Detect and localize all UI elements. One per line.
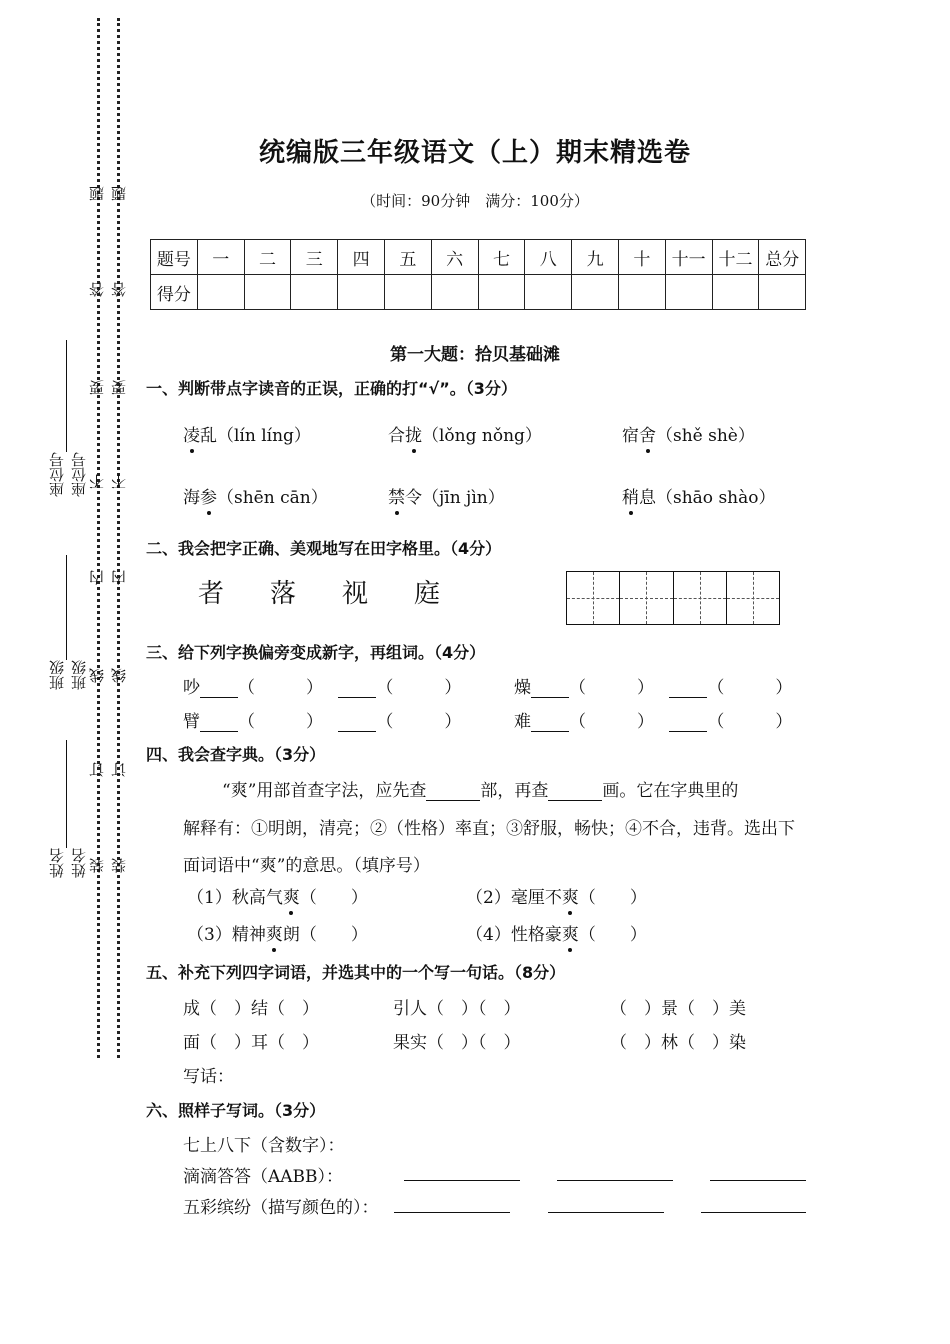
binding-char: 内 bbox=[88, 570, 106, 585]
q3-row: 吵 （ ） （ ） bbox=[183, 678, 462, 698]
q4-option: （3）精神爽朗（ ） bbox=[187, 925, 368, 945]
binding-char: 线 bbox=[88, 668, 106, 683]
name-line bbox=[66, 740, 67, 848]
binding-char: 线 bbox=[110, 668, 128, 683]
score-cell[interactable] bbox=[431, 275, 478, 310]
binding-dotted-line-1 bbox=[97, 18, 100, 1058]
exam-subtitle: （时间：90分钟 满分：100分） bbox=[361, 192, 589, 210]
q5-idiom: 果实（ ）（ ） bbox=[393, 1033, 521, 1053]
score-cell[interactable] bbox=[618, 275, 665, 310]
score-cell[interactable] bbox=[244, 275, 291, 310]
blank[interactable] bbox=[531, 715, 569, 732]
binding-char: 答 bbox=[88, 282, 106, 297]
grid-cell[interactable] bbox=[620, 572, 673, 624]
class-label-2: 班级 bbox=[70, 660, 88, 690]
blank[interactable] bbox=[531, 681, 569, 698]
table-cell: 得分 bbox=[151, 275, 198, 310]
name-label-2: 姓名 bbox=[70, 848, 88, 878]
q6-line: 七上八下（含数字）： bbox=[183, 1136, 345, 1156]
name-label: 姓名 bbox=[48, 848, 66, 878]
answer-line[interactable] bbox=[394, 1212, 510, 1213]
q5-idiom: （ ）景（ ）美 bbox=[610, 999, 746, 1019]
blank[interactable] bbox=[338, 715, 376, 732]
q2-char: 者 bbox=[198, 579, 225, 609]
answer-line[interactable] bbox=[548, 1212, 664, 1213]
q6-line: 五彩缤纷（描写颜色的）： bbox=[183, 1198, 379, 1218]
blank[interactable] bbox=[669, 681, 707, 698]
table-cell: 四 bbox=[338, 240, 385, 275]
score-table bbox=[150, 239, 806, 310]
binding-char: 内 bbox=[110, 570, 128, 585]
blank[interactable] bbox=[669, 715, 707, 732]
score-cell[interactable] bbox=[197, 275, 244, 310]
q3-title: 三、给下列字换偏旁变成新字，再组词。（4分） bbox=[146, 643, 486, 662]
q2-char: 落 bbox=[270, 579, 297, 609]
blank[interactable] bbox=[200, 681, 238, 698]
table-cell: 题号 bbox=[151, 240, 198, 275]
class-line bbox=[66, 555, 67, 660]
answer-line[interactable] bbox=[701, 1212, 806, 1213]
table-cell: 七 bbox=[478, 240, 525, 275]
binding-char: 不 bbox=[88, 474, 106, 489]
q2-title: 二、我会把字正确、美观地写在田字格里。（4分） bbox=[146, 539, 502, 558]
q1-item: 合拢（lǒng nǒng） bbox=[388, 426, 542, 446]
q4-option: （2）毫厘不爽（ ） bbox=[466, 888, 647, 908]
score-cell[interactable] bbox=[384, 275, 431, 310]
q4-paragraph: 解释有：①明朗，清亮；②（性格）率直；③舒服，畅快；④不合，违背。选出下 bbox=[183, 819, 795, 839]
answer-line[interactable] bbox=[557, 1180, 673, 1181]
q5-idiom: （ ）林（ ）染 bbox=[610, 1033, 746, 1053]
q3-row: 燥 （ ） （ ） bbox=[514, 678, 793, 698]
binding-char: 要 bbox=[110, 380, 128, 395]
score-table-score-row bbox=[151, 275, 806, 310]
q1-item: 宿舍（shě shè） bbox=[622, 426, 755, 446]
binding-char: 题 bbox=[88, 186, 106, 201]
section-title: 第一大题：拾贝基础滩 bbox=[390, 345, 560, 365]
grid-cell[interactable] bbox=[727, 572, 779, 624]
blank[interactable] bbox=[548, 784, 602, 801]
binding-char: 答 bbox=[110, 282, 128, 297]
score-cell[interactable] bbox=[525, 275, 572, 310]
q1-title: 一、判断带点字读音的正误，正确的打“√”。（3分） bbox=[146, 379, 517, 398]
table-cell: 六 bbox=[431, 240, 478, 275]
grid-cell[interactable] bbox=[567, 572, 620, 624]
q3-row: 臂 （ ） （ ） bbox=[183, 712, 462, 732]
blank[interactable] bbox=[338, 681, 376, 698]
seat-number-label-2: 座位号 bbox=[70, 452, 88, 497]
binding-char: 要 bbox=[88, 380, 106, 395]
q3-row: 难 （ ） （ ） bbox=[514, 712, 793, 732]
table-cell: 二 bbox=[244, 240, 291, 275]
answer-line[interactable] bbox=[710, 1180, 806, 1181]
table-cell: 十一 bbox=[665, 240, 712, 275]
grid-cell[interactable] bbox=[674, 572, 727, 624]
table-cell: 三 bbox=[291, 240, 338, 275]
q4-option: （1）秋高气爽（ ） bbox=[187, 888, 368, 908]
table-cell: 十二 bbox=[712, 240, 759, 275]
score-cell[interactable] bbox=[338, 275, 385, 310]
tianzige-grid[interactable] bbox=[566, 571, 780, 625]
q5-idiom: 引人（ ）（ ） bbox=[393, 999, 521, 1019]
table-cell: 五 bbox=[384, 240, 431, 275]
score-cell[interactable] bbox=[291, 275, 338, 310]
score-table-header-row bbox=[151, 240, 806, 275]
q6-title: 六、照样子写词。（3分） bbox=[146, 1101, 326, 1120]
score-cell[interactable] bbox=[478, 275, 525, 310]
q2-char: 庭 bbox=[414, 579, 441, 609]
q5-write-label: 写话： bbox=[183, 1067, 234, 1087]
table-cell: 一 bbox=[197, 240, 244, 275]
binding-char: 不 bbox=[110, 474, 128, 489]
score-cell[interactable] bbox=[572, 275, 619, 310]
q4-option: （4）性格豪爽（ ） bbox=[466, 925, 647, 945]
blank[interactable] bbox=[426, 784, 480, 801]
binding-dotted-line-2 bbox=[117, 18, 120, 1058]
table-cell: 十 bbox=[618, 240, 665, 275]
answer-line[interactable] bbox=[404, 1180, 520, 1181]
binding-char: 订 bbox=[88, 762, 106, 777]
score-cell[interactable] bbox=[665, 275, 712, 310]
binding-char: 装 bbox=[110, 858, 128, 873]
seat-number-label: 座位号 bbox=[48, 452, 66, 497]
binding-char: 装 bbox=[88, 858, 106, 873]
score-cell[interactable] bbox=[759, 275, 806, 310]
blank[interactable] bbox=[200, 715, 238, 732]
q1-item: 海参（shēn cān） bbox=[183, 488, 328, 508]
q5-idiom: 面（ ）耳（ ） bbox=[183, 1033, 319, 1053]
q6-line: 滴滴答答（AABB）： bbox=[183, 1167, 344, 1187]
q5-title: 五、补充下列四字词语，并选其中的一个写一句话。（8分） bbox=[146, 963, 566, 982]
table-cell: 八 bbox=[525, 240, 572, 275]
q4-paragraph: 面词语中“爽”的意思。（填序号） bbox=[183, 856, 430, 876]
table-cell: 总分 bbox=[759, 240, 806, 275]
exam-title: 统编版三年级语文（上）期末精选卷 bbox=[258, 138, 691, 168]
score-cell[interactable] bbox=[712, 275, 759, 310]
q4-paragraph: “爽”用部首查字法，应先查 部，再查 画。它在字典里的 bbox=[222, 781, 739, 801]
table-cell: 九 bbox=[572, 240, 619, 275]
binding-char: 订 bbox=[110, 762, 128, 777]
q1-item: 禁令（jīn jìn） bbox=[388, 488, 505, 508]
q1-item: 凌乱（lín líng） bbox=[183, 426, 311, 446]
q5-idiom: 成（ ）结（ ） bbox=[183, 999, 319, 1019]
class-label: 班级 bbox=[48, 660, 66, 690]
q4-title: 四、我会查字典。（3分） bbox=[146, 745, 326, 764]
q2-char: 视 bbox=[342, 579, 369, 609]
binding-char: 题 bbox=[110, 186, 128, 201]
q1-item: 稍息（shāo shào） bbox=[622, 488, 776, 508]
